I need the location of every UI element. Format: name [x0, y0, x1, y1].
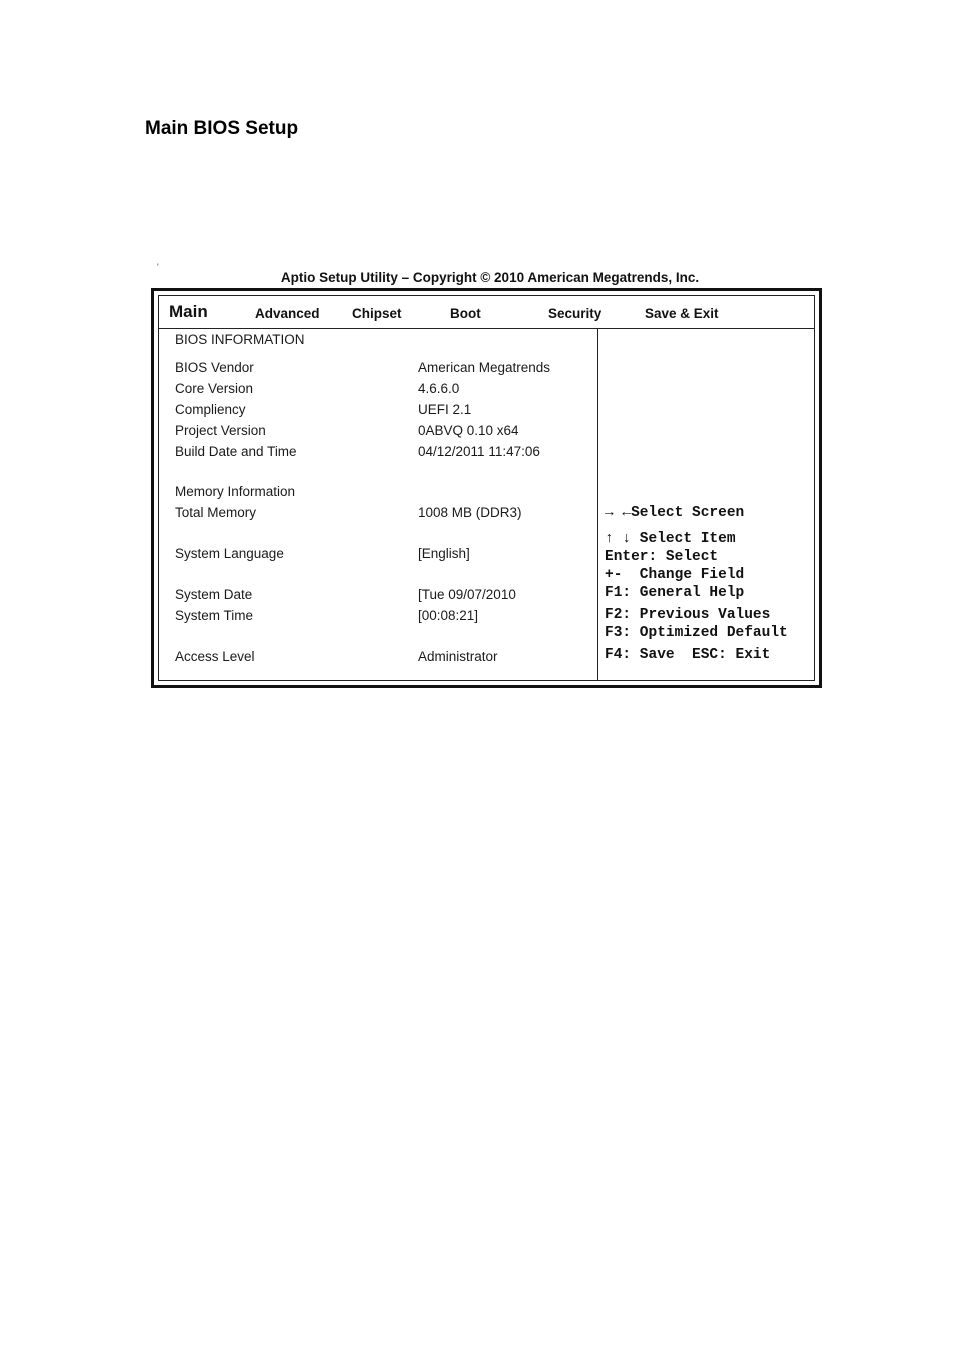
utility-title: Aptio Setup Utility – Copyright © 2010 American Megatrends, Inc. [280, 270, 700, 285]
row-label: BIOS Vendor [175, 360, 254, 375]
row-system-language[interactable] [175, 546, 470, 561]
help-select-item: ↑ ↓ Select Item [605, 531, 736, 547]
help-general-help: F1: General Help [605, 585, 745, 601]
row-value: Administrator [418, 649, 498, 664]
row-system-date[interactable] [175, 587, 516, 602]
row-label: Project Version [175, 423, 266, 438]
row-core-version [175, 381, 460, 396]
row-build-date [175, 444, 540, 459]
help-previous-values: F2: Previous Values [605, 607, 771, 623]
tab-boot[interactable]: Boot [450, 306, 481, 321]
row-total-memory [175, 505, 522, 520]
help-select-screen: → ←Select Screen [605, 505, 745, 521]
tab-main[interactable]: Main [169, 302, 208, 321]
row-label: Compliency [175, 402, 246, 417]
tab-save-exit[interactable]: Save & Exit [645, 306, 719, 321]
row-label: Total Memory [175, 505, 257, 520]
help-optimized-default: F3: Optimized Default [605, 625, 788, 641]
row-label: Memory Information [175, 484, 296, 499]
row-label: System Language [175, 546, 284, 561]
language-field[interactable]: [English] [418, 546, 470, 561]
row-value: UEFI 2.1 [418, 402, 472, 417]
bios-inner-frame [158, 295, 815, 681]
menu-bar [159, 296, 814, 329]
help-enter-select: Enter: Select [605, 549, 719, 565]
date-field[interactable]: [Tue 09/07/2010 [418, 587, 516, 602]
bios-window [151, 288, 822, 688]
row-value: 1008 MB (DDR3) [418, 505, 522, 520]
row-value: 4.6.6.0 [418, 381, 460, 396]
row-value: 0ABVQ 0.10 x64 [418, 423, 519, 438]
panel-divider [597, 328, 598, 680]
row-access-level [175, 649, 498, 664]
row-compliency [175, 402, 472, 417]
row-label: System Time [175, 608, 254, 623]
row-label: Core Version [175, 381, 254, 396]
row-memory-information [175, 484, 295, 499]
row-system-time[interactable] [175, 608, 479, 623]
row-label: Build Date and Time [175, 444, 297, 459]
row-value: American Megatrends [418, 360, 551, 375]
help-change-field: +- Change Field [605, 567, 745, 583]
stray-mark: ' [157, 262, 159, 272]
row-project-version [175, 423, 519, 438]
row-value: 04/12/2011 11:47:06 [418, 444, 540, 459]
tab-chipset[interactable]: Chipset [352, 306, 402, 321]
tab-security[interactable]: Security [548, 306, 602, 321]
help-save-exit: F4: Save ESC: Exit [605, 647, 771, 663]
page-title: Main BIOS Setup [145, 118, 299, 139]
time-field[interactable]: [00:08:21] [418, 608, 479, 623]
row-label: System Date [175, 587, 253, 602]
row-bios-vendor [175, 360, 551, 375]
section-title: BIOS INFORMATION [175, 332, 305, 347]
row-label: Access Level [175, 649, 255, 664]
tab-advanced[interactable]: Advanced [255, 306, 320, 321]
